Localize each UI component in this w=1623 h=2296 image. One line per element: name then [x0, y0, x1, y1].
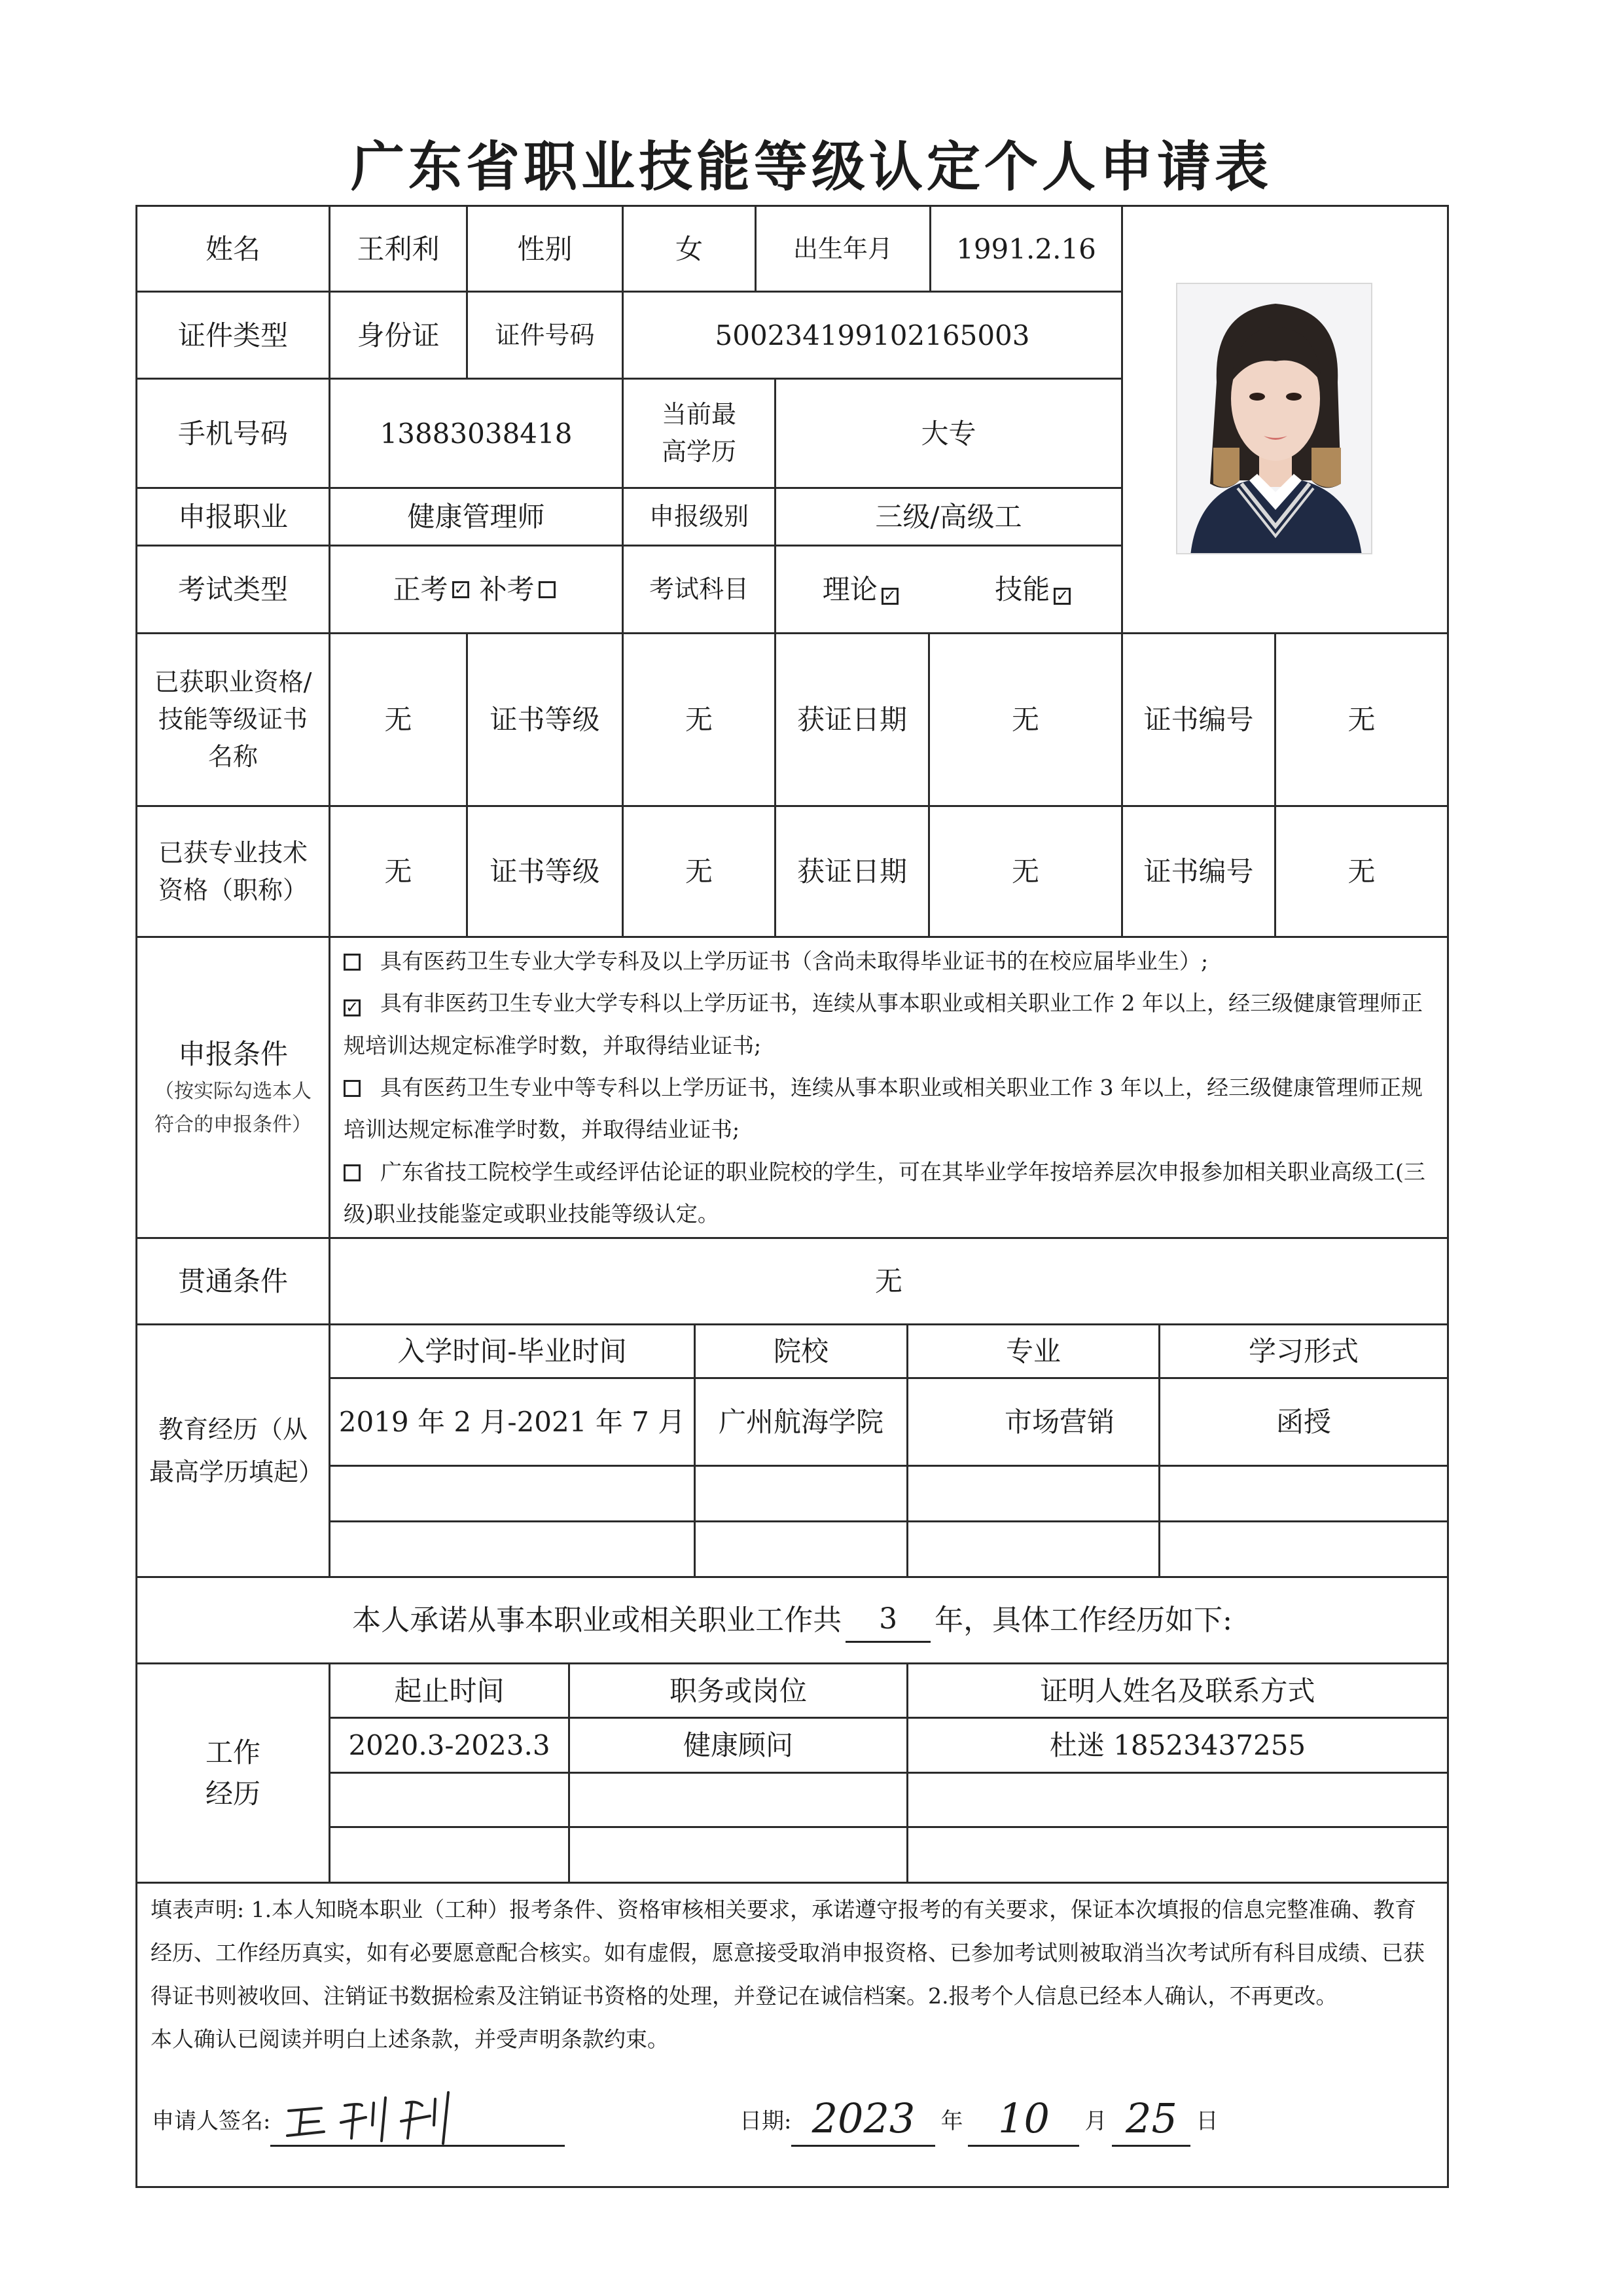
gender-label: 性别: [517, 232, 573, 265]
exam-subject-label: 考试科目: [649, 575, 749, 603]
pledge-years[interactable]: 3: [846, 1598, 931, 1643]
level-label: 申报级别: [649, 502, 749, 531]
year-unit: 年: [940, 2108, 963, 2134]
through-value[interactable]: 无: [874, 1265, 902, 1297]
professional-date-value[interactable]: 无: [1011, 855, 1039, 888]
vocational-cert-label: 已获职业资格/技能等级证书名称: [154, 668, 312, 771]
dob-value[interactable]: 1991.2.16: [956, 232, 1096, 265]
name-label: 姓名: [205, 232, 260, 265]
work-header-period: 起止时间: [394, 1674, 505, 1707]
through-label: 贯通条件: [177, 1265, 288, 1297]
exam-makeup-checkbox[interactable]: [539, 581, 556, 598]
condition-item[interactable]: 广东省技工院校学生或经评估论证的职业院校的学生，可在其毕业学年按培养层次申报参加相关职业高级工(三级)职业技能鉴定或职业技能等级认定。: [344, 1158, 1425, 1227]
conditions-hint: （按实际勾选本人符合的申报条件）: [154, 1080, 312, 1136]
day-unit: 日: [1196, 2108, 1219, 2134]
date-day[interactable]: 25: [1112, 2092, 1190, 2147]
id-number-value[interactable]: 500234199102165003: [715, 319, 1030, 351]
education-mode[interactable]: 函授: [1275, 1406, 1331, 1438]
applicant-photo: [1176, 283, 1372, 554]
education-header-mode: 学习形式: [1248, 1335, 1359, 1367]
id-type-value[interactable]: 身份证: [357, 319, 440, 351]
date-month[interactable]: 10: [968, 2092, 1079, 2147]
vocational-grade-label: 证书等级: [490, 704, 600, 736]
declaration-confirm: 本人确认已阅读并明白上述条款，并受声明条款约束。: [151, 2026, 669, 2052]
education-period[interactable]: 2019 年 2 月-2021 年 7 月: [338, 1406, 686, 1438]
education-major[interactable]: 市场营销: [1004, 1406, 1115, 1438]
condition-checkbox[interactable]: [344, 954, 361, 971]
conditions-label-cell: [137, 938, 329, 1237]
professional-grade-value[interactable]: 无: [685, 855, 713, 888]
month-unit: 月: [1084, 2108, 1107, 2134]
professional-number-value[interactable]: 无: [1347, 855, 1376, 888]
date-area: [740, 2081, 1433, 2147]
declaration-text: 填表声明: 1.本人知晓本职业（工种）报考条件、资格审核相关要求，承诺遵守报考的有关要求，保证本次填报的信息完整准确、教育经历、工作经历真实，如有必要愿意配合核实。如有虚假，愿意接受取消申报资格、已参加考试则被取消当次考试所有科目成绩、已获得证书则被收回、注销证书数据检索及注销证书资格的处理，并登记在诚信档案。2.报考个人信息已经本人确认，不再更改。: [151, 1897, 1425, 2009]
work-header-position: 职务或岗位: [669, 1674, 807, 1707]
vocational-date-value[interactable]: 无: [1011, 704, 1039, 736]
date-year[interactable]: 2023: [791, 2092, 935, 2147]
work-years-pledge: [137, 1578, 1447, 1662]
id-type-label: 证件类型: [177, 319, 288, 351]
occupation-value[interactable]: 健康管理师: [407, 501, 545, 533]
condition-checkbox[interactable]: [344, 1080, 361, 1097]
signature-area: [152, 2081, 806, 2147]
education-level-label: 当前最高学历: [661, 400, 736, 466]
exam-regular-checkbox[interactable]: ✓: [452, 581, 469, 598]
professional-number-label: 证书编号: [1143, 855, 1254, 888]
dob-label: 出生年月: [793, 234, 893, 263]
professional-date-label: 获证日期: [796, 855, 907, 888]
id-number-label: 证件号码: [495, 320, 595, 350]
condition-checkbox[interactable]: [344, 1164, 361, 1181]
education-label: 教育经历（从最高学历填起）: [149, 1414, 324, 1486]
gender-value[interactable]: 女: [675, 232, 703, 265]
vocational-grade-value[interactable]: 无: [685, 704, 713, 736]
phone-label: 手机号码: [177, 417, 288, 450]
professional-grade-label: 证书等级: [490, 855, 600, 888]
education-school[interactable]: 广州航海学院: [718, 1406, 883, 1438]
conditions-list: [337, 941, 1443, 1235]
exam-regular-label: 正考: [393, 573, 448, 605]
name-value[interactable]: 王利利: [357, 232, 440, 265]
signature-scribble: [282, 2086, 478, 2145]
pledge-prefix: 本人承诺从事本职业或相关职业工作共: [352, 1603, 842, 1637]
vocational-number-value[interactable]: 无: [1347, 704, 1376, 736]
signature-field[interactable]: [270, 2086, 565, 2147]
phone-value[interactable]: 13883038418: [380, 417, 573, 450]
work-label: 工作经历: [205, 1736, 260, 1810]
professional-title-label: 已获专业技术资格（职称）: [158, 838, 308, 905]
condition-checkbox[interactable]: ✓: [344, 999, 361, 1016]
vocational-cert-name[interactable]: 无: [384, 704, 412, 736]
work-reference[interactable]: 杜迷 18523437255: [1049, 1729, 1306, 1761]
condition-item[interactable]: 具有医药卫生专业大学专科及以上学历证书（含尚未取得毕业证书的在校应届毕业生）;: [344, 941, 1443, 982]
vocational-date-label: 获证日期: [796, 704, 907, 736]
skill-label: 技能: [995, 573, 1050, 605]
condition-item[interactable]: 具有医药卫生专业中等专科以上学历证书，连续从事本职业或相关职业工作 3 年以上，经三级健康管理师正规培训达规定标准学时数，并取得结业证书;: [344, 1075, 1423, 1143]
professional-title-name[interactable]: 无: [384, 855, 412, 888]
condition-item[interactable]: ✓ 具有非医药卫生专业大学专科以上学历证书，连续从事本职业或相关职业工作 2 年以上，经三级健康管理师正规培训达规定标准学时数，并取得结业证书;: [344, 990, 1423, 1058]
form-title: 广东省职业技能等级认定个人申请表: [350, 135, 1272, 198]
work-header-reference: 证明人姓名及联系方式: [1040, 1674, 1315, 1707]
conditions-label: 申报条件: [177, 1038, 288, 1070]
skill-checkbox[interactable]: ✓: [1054, 588, 1071, 605]
vocational-number-label: 证书编号: [1143, 704, 1254, 736]
theory-label: 理论: [822, 573, 878, 605]
theory-checkbox[interactable]: ✓: [882, 588, 899, 605]
exam-type-options: [330, 547, 622, 632]
signature-label: 申请人签名:: [152, 2108, 271, 2134]
pledge-suffix: 年，具体工作经历如下:: [935, 1603, 1232, 1637]
education-header-school: 院校: [773, 1335, 829, 1367]
work-period[interactable]: 2020.3-2023.3: [348, 1729, 550, 1761]
exam-makeup-label: 补考: [479, 573, 535, 605]
exam-subject-options: [776, 547, 1121, 632]
level-value[interactable]: 三级/高级工: [875, 501, 1022, 533]
education-header-period: 入学时间-毕业时间: [397, 1335, 627, 1367]
exam-type-label: 考试类型: [177, 573, 288, 605]
photo-portrait-icon: [1177, 284, 1372, 554]
work-position[interactable]: 健康顾问: [683, 1729, 793, 1761]
occupation-label: 申报职业: [177, 501, 288, 533]
education-header-major: 专业: [1005, 1335, 1061, 1367]
date-label: 日期:: [740, 2108, 792, 2134]
education-level-value[interactable]: 大专: [921, 417, 976, 450]
